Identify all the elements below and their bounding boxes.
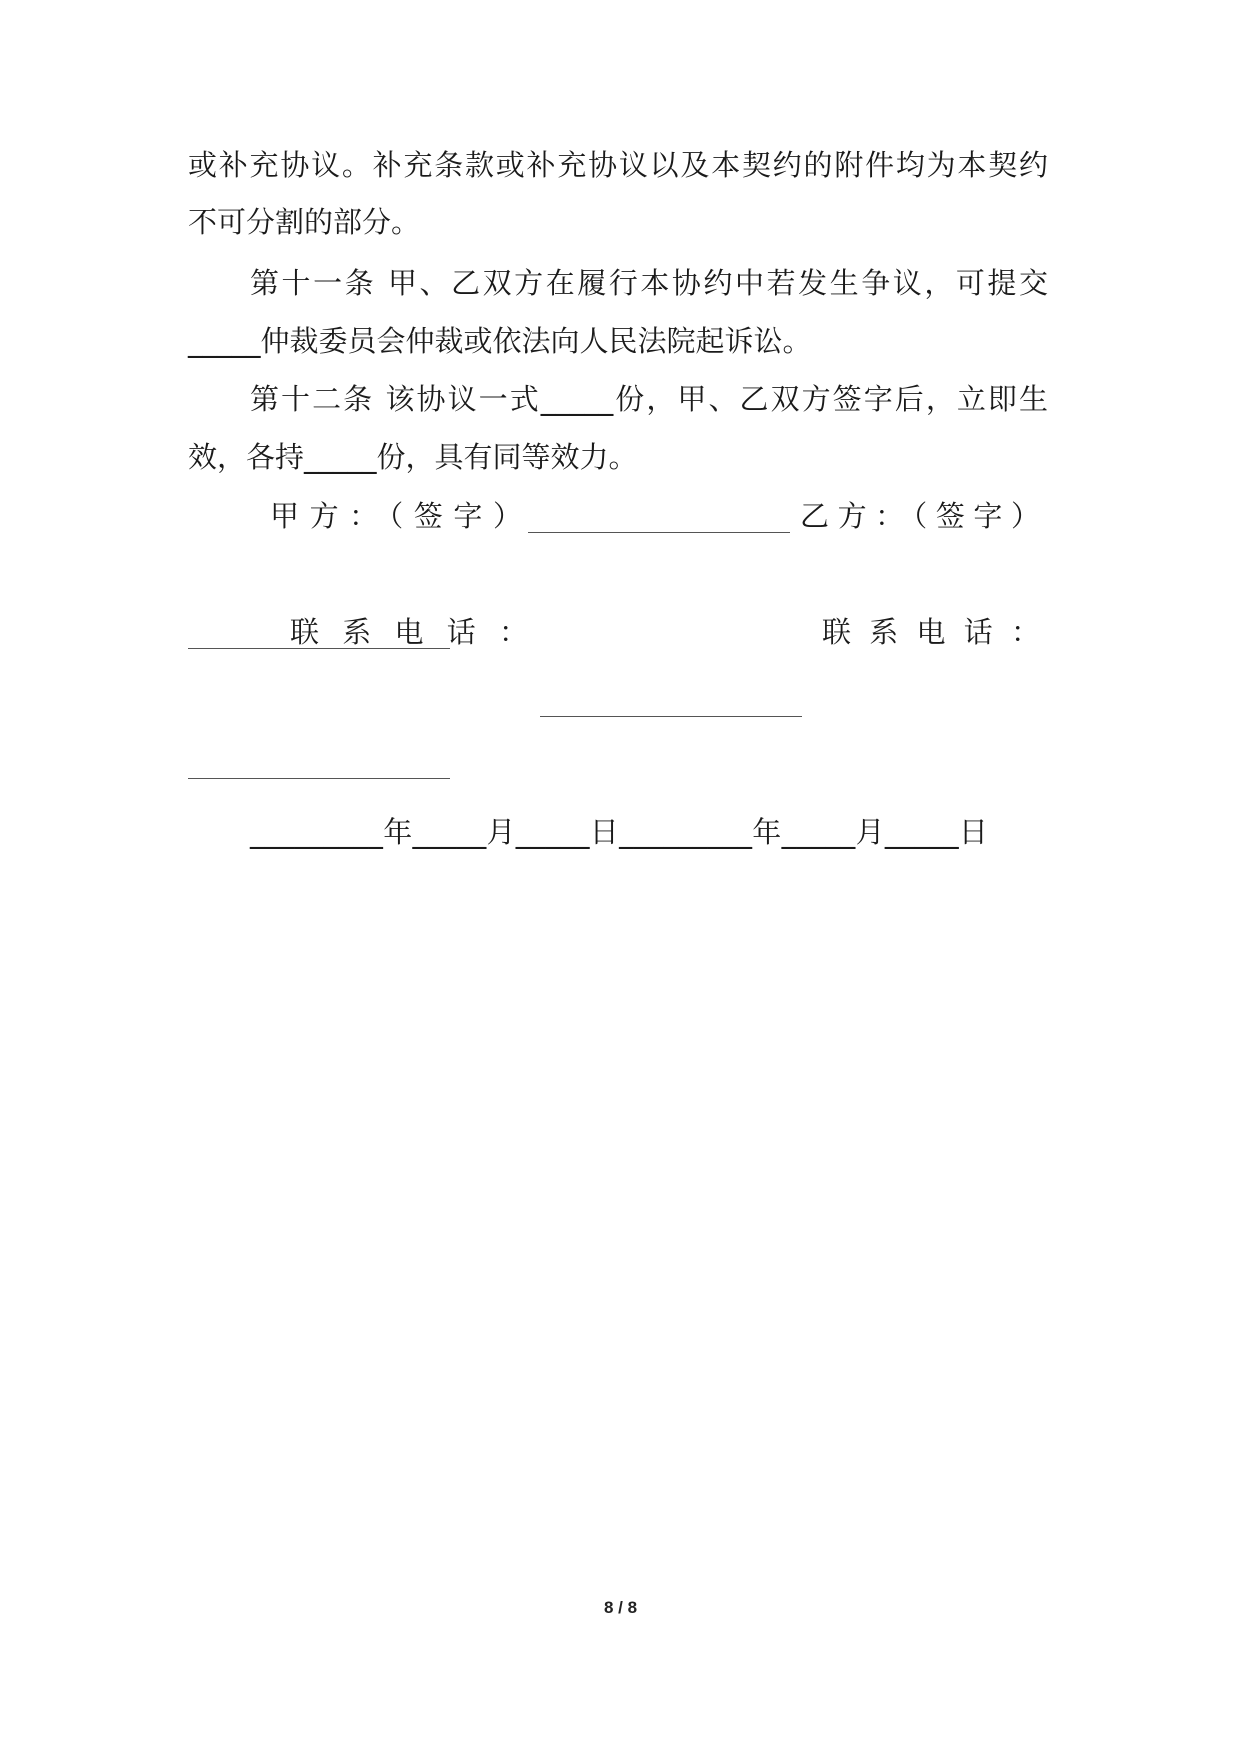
party-a-phone-line: [540, 716, 802, 717]
article-11-line: _____仲裁委员会仲裁或依法向人民法院起诉讼。: [188, 324, 812, 358]
date-line: _________年_____月_____日_________年_____月_____日: [250, 815, 989, 849]
page-number: 8 / 8: [603, 1598, 638, 1617]
article-11-line: 第十一条 甲、乙双方在履行本协约中若发生争议，可提交: [250, 266, 1048, 300]
party-a-signature-line: [528, 532, 790, 533]
party-b-phone-label: 联系电话：: [822, 615, 1040, 649]
party-b-signature-label: 乙方：（签字）: [800, 499, 1040, 533]
paragraph-line: 或补充协议。补充条款或补充协议以及本契约的附件均为本契约: [188, 148, 1048, 182]
article-12-line: 第十二条 该协议一式_____份，甲、乙双方签字后，立即生: [250, 382, 1048, 416]
party-a-phone-label: 联系电话：: [290, 615, 528, 649]
party-a-signature-label: 甲方：（签字）: [270, 499, 522, 533]
article-12-line: 效，各持_____份，具有同等效力。: [188, 440, 638, 474]
party-b-phone-line: [188, 778, 450, 779]
paragraph-line: 不可分割的部分。: [188, 205, 421, 239]
